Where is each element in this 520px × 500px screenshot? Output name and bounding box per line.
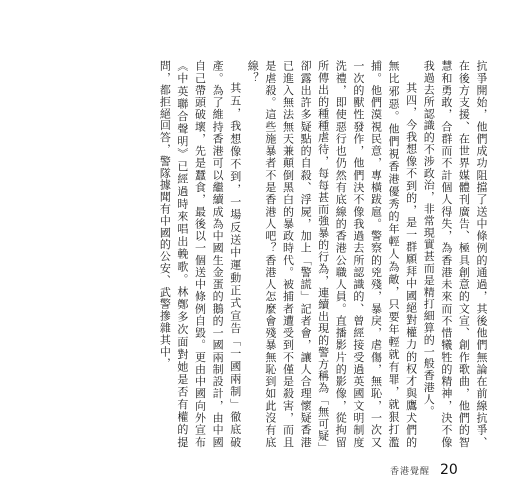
page-footer [390, 462, 458, 478]
running-title: 香港覺醒 [390, 466, 431, 477]
paragraph-3: 其五，我想像不到，一場反送中運動正式宣告「一國兩制」徹底破產。為了維持香港可以繼續成為中國生金蛋的鵝的一國兩制設計，由中國自己帶頭破壞，先是蠶食，最後以一個送中條例自毀。更由中國向外宣布《中英聯合聲明》已經過時來唱出輓歌。林鄭多次面對她是否有權的提問，都拒絕回答，警隊據聞有中國的公安、武警摻雜其中， [158, 60, 242, 448]
page-number: 20 [440, 462, 458, 478]
paragraph-1: 抗爭開始，他們成功阻擋了送中條例的通過，其後他們無論在前線抗爭、在後方支援、在世界媒體刊廣告、極具創意的文宣、創作歌曲，他們的智慧和勇敢，合群而不計個人得失，為香港未來而不惜犧牲的精神，決不像我過去所認識的不涉政治，非常現實甚而是精打細算的一般香港人。 [422, 60, 488, 448]
paragraph-2: 其四，今我想像不到的，是一群願拜中國絕對權力的权才與鷹犬們的無比邪惡。他們視香港優秀的年輕人為敵，只要年輕就有罪，就狠打濫捕。他們漠視民意，專橫跋扈。警察的兇殘，暴戾，虐傷，無恥，一次又一次的獸性發作，他們決不像我過去所認識的、曾經接受過英國文明制度洗禮，即使惡行也仍然有底線的香港公職人員。直播影片的影像，從拘留所傳出的種種虐待，每每甚而強暴的行為，連續出現的警方稱為「無可疑」卻露出許多疑點的自殺、浮屍，加上「警謊」記者會，讓人合理懷疑香港已進入無法無天兼顛倒黑白的暴政時代。被捕者遭受到不僅是殺害，而且是虐殺。這些施暴者不是香港人吧？香港人怎麼會殘暴無恥到如此沒有底線？ [246, 60, 418, 448]
vertical-text-body [50, 60, 490, 448]
